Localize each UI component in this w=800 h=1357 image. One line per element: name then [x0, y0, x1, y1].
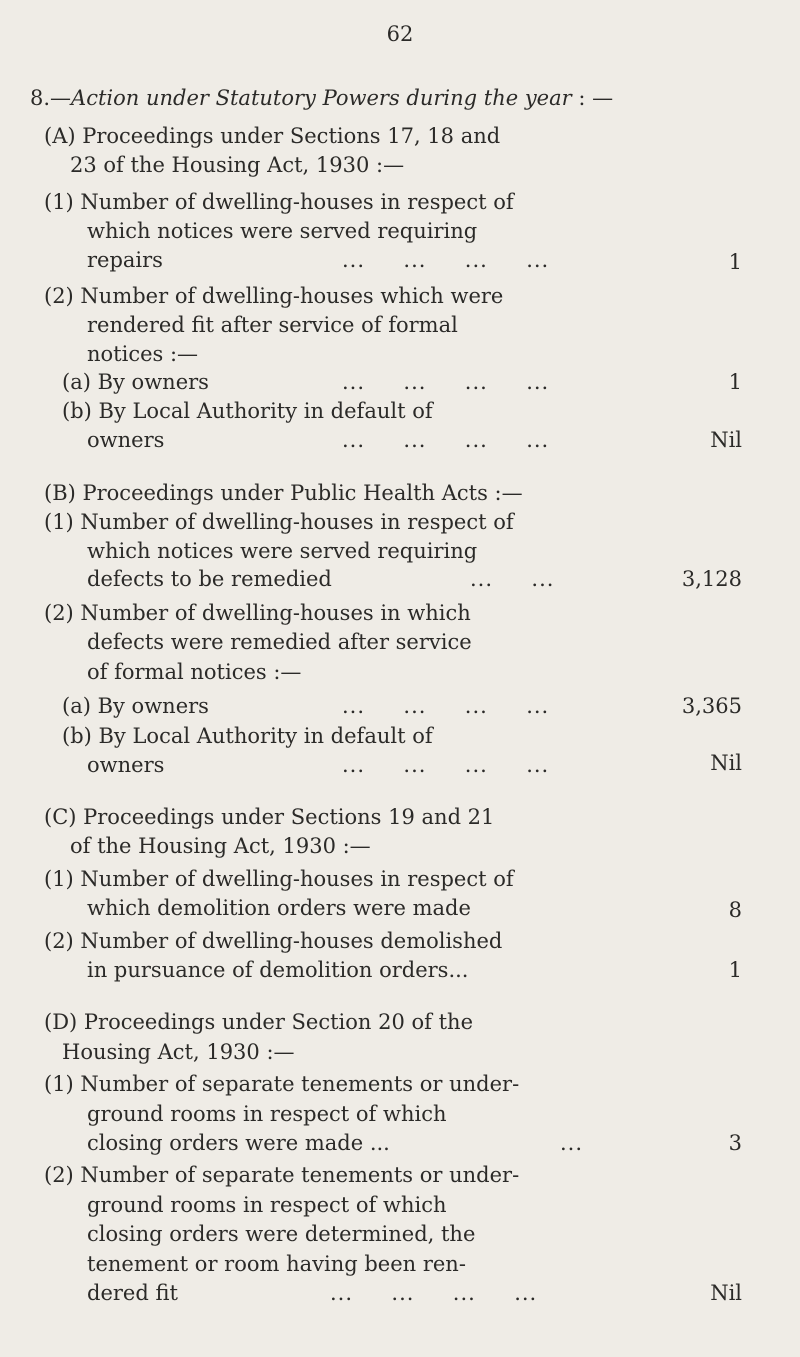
b1-line2: which notices were served requiring [87, 539, 478, 563]
c1-line2: which demolition orders were made [87, 896, 471, 920]
a1-line1: (1) Number of dwelling-houses in respect of [44, 190, 514, 214]
section-a-title-cont: 23 of the Housing Act, 1930 :— [70, 153, 405, 177]
d1-value: 3 [728, 1131, 742, 1155]
a2a-leader-dots: ... ... ... ... [342, 370, 550, 394]
c2-line1: (2) Number of dwelling-houses demolished [44, 929, 503, 953]
a2b-line2: owners [87, 428, 165, 452]
heading-prefix: 8.— [30, 86, 72, 110]
c1-value: 8 [728, 898, 742, 922]
d2-line5: dered fit [87, 1281, 178, 1305]
d1-line1: (1) Number of separate tenements or under- [44, 1072, 520, 1096]
b2b-leader-dots: ... ... ... ... [342, 753, 550, 777]
b2a-value: 3,365 [681, 694, 742, 718]
d1-line2: ground rooms in respect of which [87, 1102, 447, 1126]
b1-leader-dots: ... ... [470, 567, 555, 591]
a1-line3: repairs [87, 248, 163, 272]
b2-line1: (2) Number of dwelling-houses in which [44, 601, 471, 625]
a2-line3: notices :— [87, 342, 199, 366]
c2-value: 1 [728, 958, 742, 982]
d1-leader-dots: ... [560, 1131, 584, 1155]
b2a-leader-dots: ... ... ... ... [342, 694, 550, 718]
a2a-value: 1 [728, 370, 742, 394]
d2-line2: ground rooms in respect of which [87, 1193, 447, 1217]
c1-line1: (1) Number of dwelling-houses in respect of [44, 867, 514, 891]
b1-line3: defects to be remedied [87, 567, 332, 591]
b1-line1: (1) Number of dwelling-houses in respect of [44, 510, 514, 534]
a1-value: 1 [728, 250, 742, 274]
b2b-line1: (b) By Local Authority in default of [62, 724, 433, 748]
section-d-title-cont: Housing Act, 1930 :— [62, 1040, 295, 1064]
page-number: 62 [386, 22, 414, 46]
a1-line2: which notices were served requiring [87, 219, 478, 243]
section-d-title: (D) Proceedings under Section 20 of the [44, 1010, 473, 1034]
a2b-value: Nil [710, 428, 742, 452]
c2-line2: in pursuance of demolition orders... [87, 958, 469, 982]
b2b-line2: owners [87, 753, 165, 777]
b2a-label: (a) By owners [62, 694, 209, 718]
a2-line1: (2) Number of dwelling-houses which were [44, 284, 504, 308]
a1-leader-dots: ... ... ... ... [342, 248, 550, 272]
section-c-title: (C) Proceedings under Sections 19 and 21 [44, 805, 495, 829]
section-b-title: (B) Proceedings under Public Health Acts :— [44, 481, 523, 505]
d1-line3: closing orders were made ... [87, 1131, 390, 1155]
section-c-title-cont: of the Housing Act, 1930 :— [70, 834, 371, 858]
d2-leader-dots: ... ... ... ... [330, 1281, 538, 1305]
b1-value: 3,128 [681, 567, 742, 591]
section-heading [30, 86, 613, 111]
heading-title: Action under Statutory Powers during the year [71, 86, 572, 110]
d2-line1: (2) Number of separate tenements or under- [44, 1163, 520, 1187]
heading-suffix: : — [571, 86, 614, 110]
a2a-label: (a) By owners [62, 370, 209, 394]
d2-line4: tenement or room having been ren- [87, 1252, 466, 1276]
a2b-leader-dots: ... ... ... ... [342, 428, 550, 452]
a2b-line1: (b) By Local Authority in default of [62, 399, 433, 423]
b2-line3: of formal notices :— [87, 660, 302, 684]
b2b-value: Nil [710, 751, 742, 775]
section-a-title: (A) Proceedings under Sections 17, 18 and [44, 124, 501, 148]
d2-value: Nil [710, 1281, 742, 1305]
a2-line2: rendered fit after service of formal [87, 313, 458, 337]
b2-line2: defects were remedied after service [87, 630, 472, 654]
d2-line3: closing orders were determined, the [87, 1222, 476, 1246]
